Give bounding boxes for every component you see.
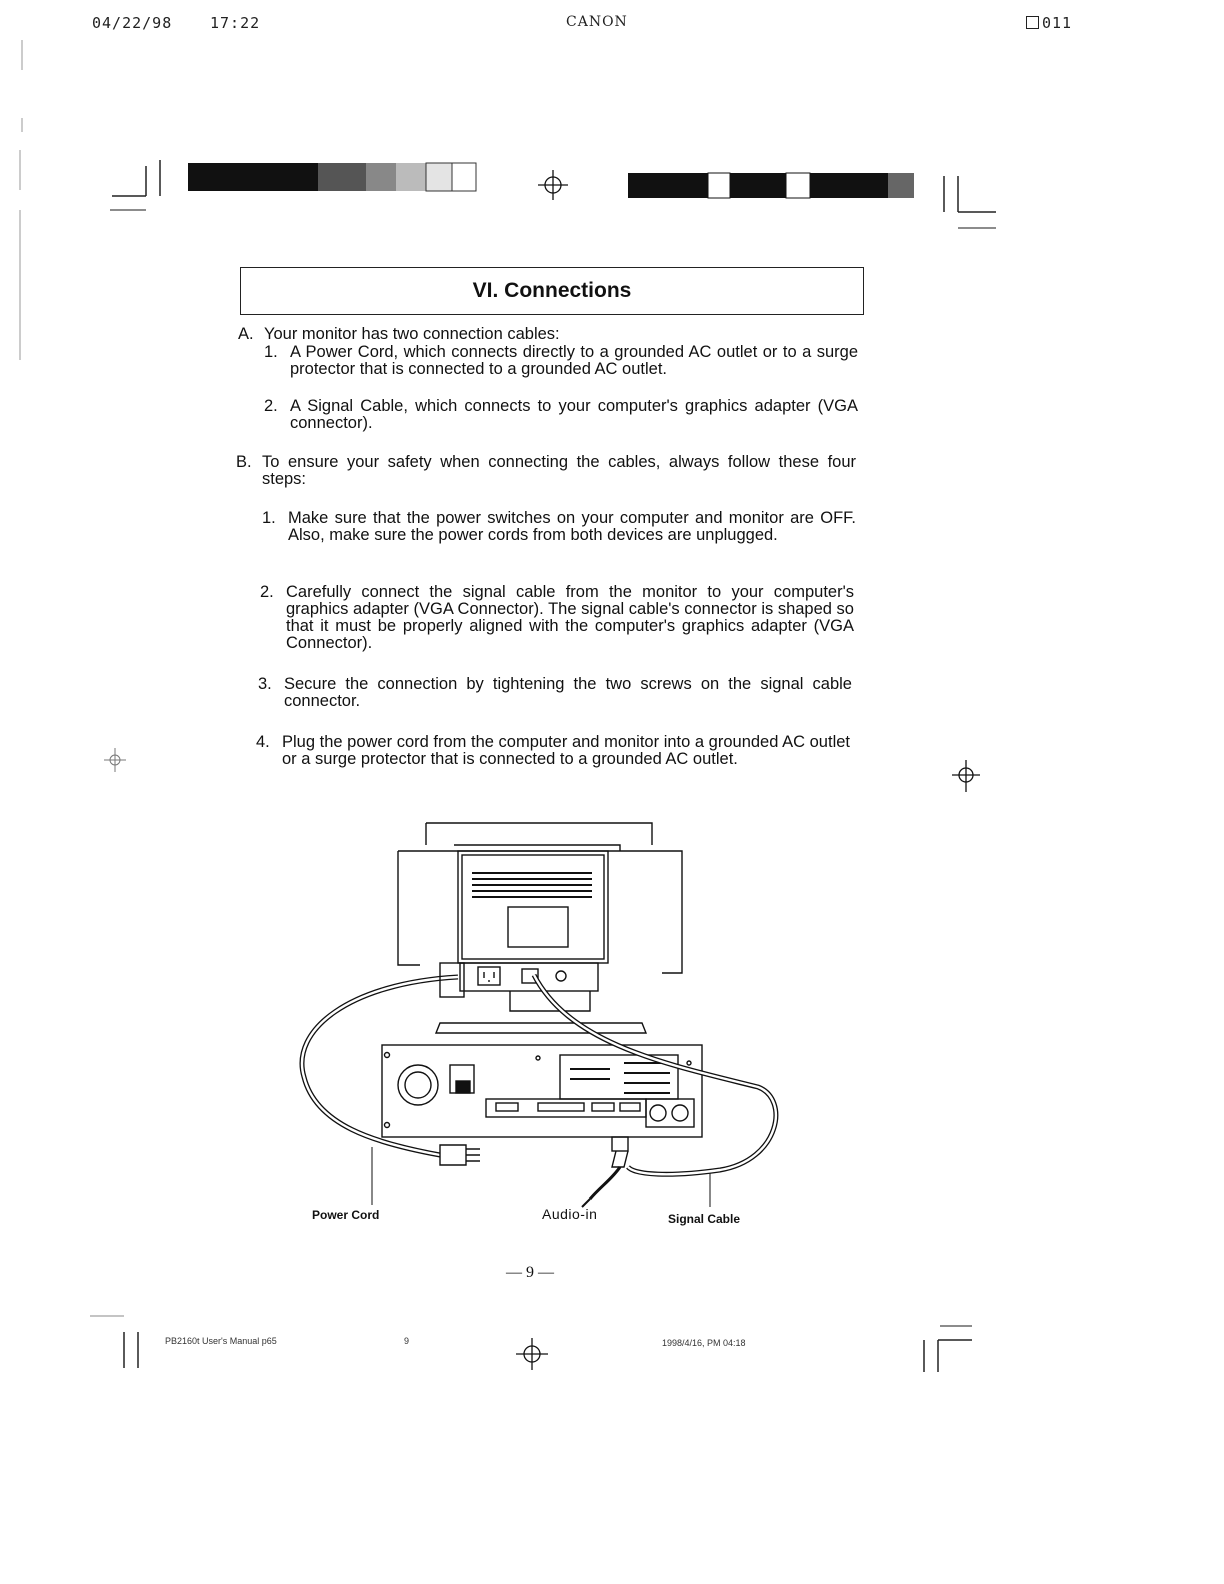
- section-a-item-2-number: 2.: [264, 397, 278, 415]
- section-a-item-1-number: 1.: [264, 343, 278, 361]
- step-4-number: 4.: [256, 733, 270, 751]
- section-a-marker: A.: [238, 325, 254, 343]
- label-power-cord: Power Cord: [312, 1208, 380, 1222]
- audio-in-cable: [590, 1167, 620, 1199]
- step-4-text: Plug the power cord from the computer and monitor into a grounded AC outlet or a surge protector that is connected to a grounded AC outlet.: [282, 733, 850, 768]
- fax-sender: CANON: [566, 14, 628, 30]
- section-a-item-1-text: A Power Cord, which connects directly to a grounded AC outlet or to a surge protector that is connected to a grounded AC outlet.: [290, 343, 858, 378]
- power-cord-plug-wall: [440, 1145, 466, 1165]
- registration-target-top: [538, 170, 568, 200]
- crop-mark-top-right: [944, 176, 996, 228]
- monitor-label-plate: [508, 907, 568, 947]
- registration-target-right: [952, 760, 980, 792]
- monitor-vents: [472, 873, 592, 897]
- monitor-stand-base: [436, 1023, 646, 1033]
- step-1-text: Make sure that the power switches on your computer and monitor are OFF. Also, make sure the power cords from both devices are unplugged.: [288, 509, 856, 544]
- connection-diagram: [290, 815, 800, 1215]
- computer-fan: [398, 1065, 438, 1105]
- page-number: — 9 —: [506, 1264, 554, 1281]
- monitor-housing: [398, 851, 682, 973]
- section-b-marker: B.: [236, 453, 252, 471]
- crop-mark-top-left: [110, 160, 160, 210]
- crop-mark-bottom-right: [924, 1326, 972, 1372]
- registration-target-left: [104, 748, 126, 772]
- step-1-number: 1.: [262, 509, 276, 527]
- footer-page: 9: [404, 1336, 410, 1346]
- step-3-text: Secure the connection by tightening the two screws on the signal cable connector.: [284, 675, 852, 710]
- color-bar-left: [188, 163, 476, 191]
- signal-cable: [534, 975, 776, 1174]
- section-a-item-2-text: A Signal Cable, which connects to your computer's graphics adapter (VGA connector).: [290, 397, 858, 432]
- section-b-intro: To ensure your safety when connecting the cables, always follow these four steps:: [262, 453, 856, 488]
- step-2-number: 2.: [260, 583, 274, 601]
- fax-date: 04/22/98: [92, 14, 173, 32]
- crop-mark-bottom-left: [90, 1316, 138, 1368]
- signal-cable-vga-plug: [612, 1137, 628, 1151]
- fax-page-number: 011: [1042, 14, 1073, 32]
- registration-target-bottom: [516, 1338, 548, 1370]
- step-3-number: 3.: [258, 675, 272, 693]
- footer-file: PB2160t User's Manual p65: [165, 1336, 277, 1346]
- label-signal-cable: Signal Cable: [668, 1212, 741, 1226]
- fax-time: 17:22: [210, 14, 261, 32]
- step-2-text: Carefully connect the signal cable from the monitor to your computer's graphics adapter (VGA Connector). The signal cable's connector is shaped so that it must be properly aligned with the computer's graphics adapter (VGA Connector).: [286, 583, 854, 652]
- label-audio-in: Audio-in: [542, 1206, 598, 1222]
- power-cord: [302, 977, 458, 1155]
- monitor-top: [426, 823, 652, 845]
- computer-io-ports: [486, 1099, 646, 1117]
- monitor-power-socket: [478, 967, 500, 985]
- footer-datetime: 1998/4/16, PM 04:18: [662, 1338, 746, 1348]
- computer-audio-ports: [646, 1099, 694, 1127]
- section-title-box: [240, 267, 864, 315]
- section-title: VI. Connections: [472, 279, 632, 302]
- color-bar-right: [628, 173, 914, 198]
- section-a-intro: Your monitor has two connection cables:: [264, 325, 560, 343]
